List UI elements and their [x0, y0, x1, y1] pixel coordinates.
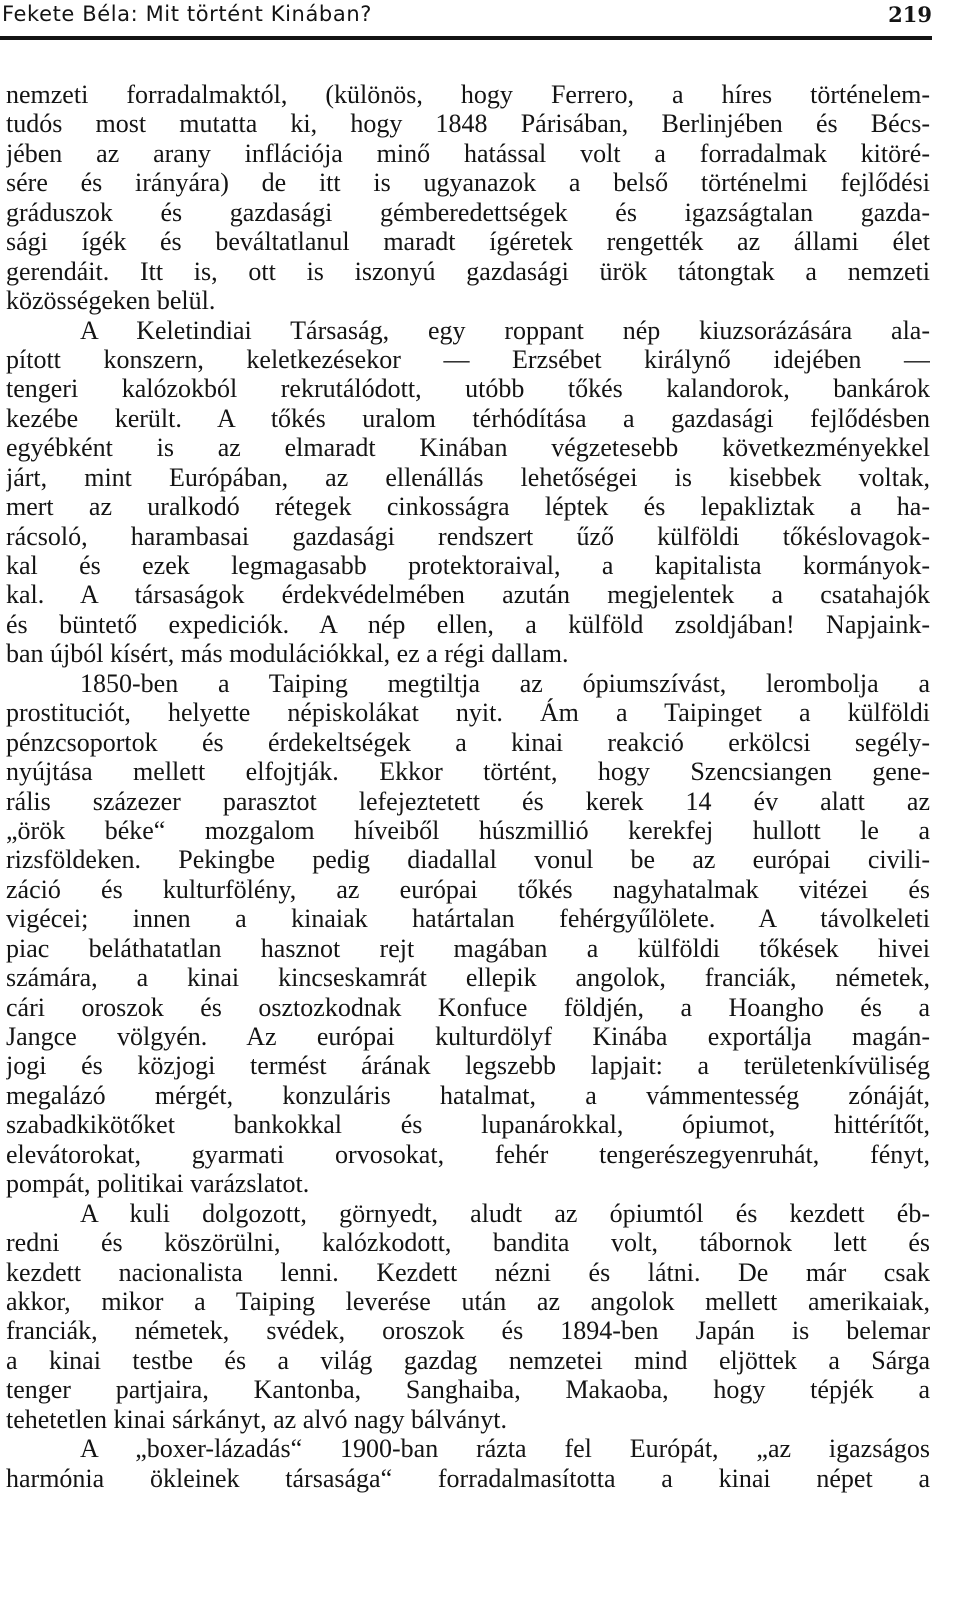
text-line: elevátorokat, gyarmati orvosokat, fehér tengerészegyenruhát, fényt,	[6, 1139, 930, 1169]
text-line: jében az arany inflációja minő hatással volt a forradalmak kitöré-	[6, 138, 930, 168]
header-rule	[0, 36, 932, 40]
text-line: piac beláthatatlan hasznot rejt magában a külföldi tőkések hivei	[6, 933, 930, 963]
text-line: közösségeken belül.	[6, 286, 216, 316]
text-line: és büntető expediciók. A nép ellen, a külföld zsoldjában! Napjaink-	[6, 609, 930, 639]
text-line: „örök béke“ mozgalom híveiből húszmillió kerekfej hullott le a	[6, 815, 930, 845]
text-line: nemzeti forradalmaktól, (különös, hogy Ferrero, a híres történelem-	[6, 80, 930, 109]
text-line: mert az uralkodó rétegek cinkosságra léptek és lepakliztak a ha-	[6, 492, 930, 522]
text-line: rácsoló, harambasai gazdasági rendszert űző külföldi tőkéslovagok-	[6, 521, 930, 551]
text-line: záció és kulturfölény, az európai tőkés nagyhatalmak vitézei és	[6, 874, 930, 904]
text-line: franciák, németek, svédek, oroszok és 1894-ben Japán is belemar	[6, 1316, 930, 1346]
text-line: tehetetlen kinai sárkányt, az alvó nagy bálványt.	[6, 1404, 508, 1434]
text-line: Jangce völgyén. Az európai kulturdölyf Kinába exportálja magán-	[6, 1022, 930, 1051]
text-line: cári oroszok és osztozkodnak Konfuce földjén, a Hoangho és a	[6, 992, 930, 1022]
text-line: sági ígék és beváltatlanul maradt ígéretek rengették az állami élet	[6, 227, 930, 257]
running-title: Fekete Béla: Mit történt Kinában?	[2, 2, 372, 26]
text-line: megalázó mérgét, konzuláris hatalmat, a vámmentesség zónáját,	[6, 1080, 930, 1110]
text-line: kal. A társaságok érdekvédelmében azután megjelentek a csatahajók	[6, 580, 930, 610]
text-line: A „boxer-lázadás“ 1900-ban rázta fel Európát, „az igazságos	[80, 1434, 930, 1464]
text-line: rális százezer parasztot lefejeztetett és kerek 14 év alatt az	[6, 786, 930, 816]
text-line: gráduszok és gazdasági gémberedettségek és igazságtalan gazda-	[6, 197, 930, 227]
text-line: A kuli dolgozott, görnyedt, aludt az ópiumtól és kezdett éb-	[80, 1198, 930, 1228]
text-line: harmónia ökleinek társasága“ forradalmasította a kinai népet a	[6, 1463, 930, 1493]
text-line: szabadkikötőket bankokkal és lupanárokkal, ópiumot, hittérítőt,	[6, 1110, 930, 1140]
text-line: sére és irányára) de itt is ugyanazok a belső történelmi fejlődési	[6, 168, 930, 198]
text-line: kal és ezek legmagasabb protektoraival, a kapitalista kormányok-	[6, 551, 930, 580]
text-line: jogi és közjogi termést árának legszebb lapjait: a területenkívüliség	[6, 1051, 930, 1081]
text-line: kezdett nacionalista lenni. Kezdett nézni és látni. De már csak	[6, 1257, 930, 1287]
page-number: 219	[888, 2, 932, 27]
text-line: tenger partjaira, Kantonba, Sanghaiba, Makaoba, hogy tépjék a	[6, 1375, 930, 1405]
text-line: egyébként is az elmaradt Kinában végzetesebb következményekkel	[6, 433, 930, 463]
text-line: tengeri kalózokból rekrutálódott, utóbb tőkés kalandorok, bankárok	[6, 374, 930, 404]
text-line: rizsföldeken. Pekingbe pedig diadallal vonul be az európai civili-	[6, 845, 930, 875]
text-line: a kinai testbe és a világ gazdag nemzetei mind eljöttek a Sárga	[6, 1345, 930, 1375]
text-line: akkor, mikor a Taiping leverése után az angolok mellett amerikaiak,	[6, 1286, 930, 1316]
text-line: redni és köszörülni, kalózkodott, bandita volt, tábornok lett és	[6, 1228, 930, 1258]
text-line: számára, a kinai kincseskamrát ellepik angolok, franciák, németek,	[6, 963, 930, 993]
text-line: ban újból kísért, más modulációkkal, ez a régi dallam.	[6, 639, 569, 669]
text-line: A Keletindiai Társaság, egy roppant nép kiuzsorázására ala-	[80, 315, 930, 345]
text-line: pompát, politikai varázslatot.	[6, 1169, 310, 1199]
text-line: tudós most mutatta ki, hogy 1848 Párisában, Berlinjében és Bécs-	[6, 109, 930, 139]
body-text	[6, 80, 930, 1493]
text-line: járt, mint Európában, az ellenállás lehetőségei is kisebbek voltak,	[6, 462, 930, 492]
running-head	[0, 2, 932, 32]
text-line: gerendáit. Itt is, ott is iszonyú gazdasági ürök tátongtak a nemzeti	[6, 256, 930, 286]
text-line: pított konszern, keletkezésekor — Erzsébet királynő idejében —	[6, 344, 930, 374]
text-line: kezébe került. A tőkés uralom térhódítása a gazdasági fejlődésben	[6, 403, 930, 433]
text-line: 1850-ben a Taiping megtiltja az ópiumszívást, lerombolja a	[80, 668, 930, 698]
text-line: pénzcsoportok és érdekeltségek a kinai reakció erkölcsi segély-	[6, 727, 930, 757]
text-line: prostituciót, helyette népiskolákat nyit. Ám a Taipinget a külföldi	[6, 698, 930, 728]
text-line: nyújtása mellett elfojtják. Ekkor történt, hogy Szencsiangen gene-	[6, 757, 930, 787]
text-line: vigécei; innen a kinaiak határtalan fehérgyűlölete. A távolkeleti	[6, 904, 930, 934]
